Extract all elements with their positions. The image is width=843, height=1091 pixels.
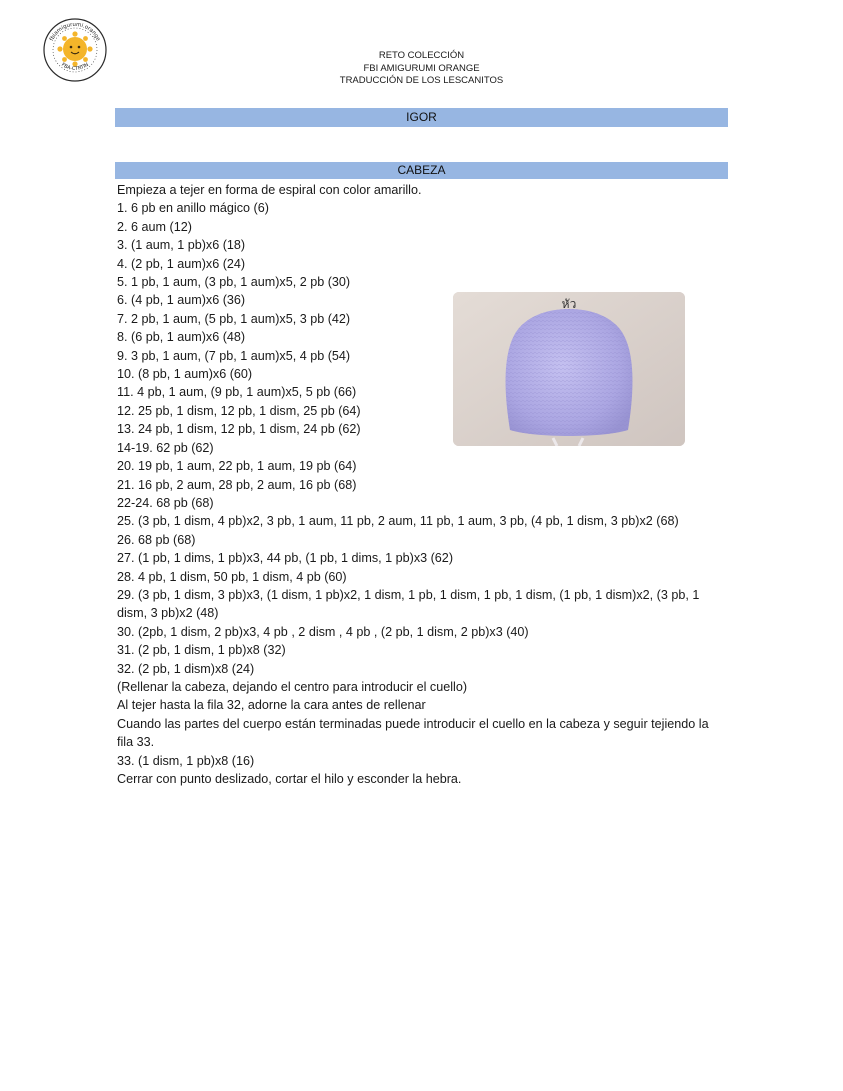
instruction-line: 27. (1 pb, 1 dims, 1 pb)x3, 44 pb, (1 pb, 1 dims, 1 pb)x3 (62): [117, 551, 454, 566]
instruction-line: 8. (6 pb, 1 aum)x6 (48): [117, 330, 246, 345]
section-bar-cabeza: CABEZA: [115, 162, 728, 179]
instruction-line: 9. 3 pb, 1 aum, (7 pb, 1 aum)x5, 4 pb (54): [117, 348, 351, 363]
instruction-line: 11. 4 pb, 1 aum, (9 pb, 1 aum)x5, 5 pb (66): [117, 385, 357, 400]
title-bar: IGOR: [115, 108, 728, 127]
instruction-line: 5. 1 pb, 1 aum, (3 pb, 1 aum)x5, 2 pb (30): [117, 275, 351, 290]
instruction-line: 3. (1 aum, 1 pb)x6 (18): [117, 238, 246, 253]
instruction-line: Cuando las partes del cuerpo están terminadas puede introducir el cuello en la cabeza y seguir tejiendo la fila 33.: [117, 716, 709, 750]
instruction-line: Cerrar con punto deslizado, cortar el hilo y esconder la hebra.: [117, 772, 462, 786]
logo-bottom-text: FBA-CTRTIN: [60, 61, 90, 72]
instruction-line: 4. (2 pb, 1 aum)x6 (24): [117, 256, 246, 271]
instruction-line: 30. (2pb, 1 dism, 2 pb)x3, 4 pb , 2 dism , 4 pb , (2 pb, 1 dism, 2 pb)x3 (40): [117, 624, 529, 639]
instruction-line: 1. 6 pb en anillo mágico (6): [117, 201, 269, 216]
instruction-line: 13. 24 pb, 1 dism, 12 pb, 1 dism, 24 pb (62): [117, 422, 361, 437]
head-photo: [453, 292, 685, 446]
instruction-line: 31. (2 pb, 1 dism, 1 pb)x8 (32): [117, 643, 286, 658]
instruction-line: 7. 2 pb, 1 aum, (5 pb, 1 aum)x5, 3 pb (42): [117, 311, 351, 326]
instruction-line: 14-19. 62 pb (62): [117, 440, 214, 455]
document-header: [0, 50, 843, 88]
instruction-line: 12. 25 pb, 1 dism, 12 pb, 1 dism, 25 pb (64): [117, 403, 361, 418]
instruction-line: 22-24. 68 pb (68): [117, 495, 214, 510]
instruction-line: 28. 4 pb, 1 dism, 50 pb, 1 dism, 4 pb (60): [117, 569, 347, 584]
instruction-line: 29. (3 pb, 1 dism, 3 pb)x3, (1 dism, 1 pb)x2, 1 dism, 1 pb, 1 dism, 1 pb, 1 dism, (1 pb, 1 dism)x2, (3 pb, 1 dism, 3 pb)x2 (48): [117, 587, 700, 621]
instruction-line: (Rellenar la cabeza, dejando el centro para introducir el cuello): [117, 679, 468, 694]
header-line-2: FBI AMIGURUMI ORANGE: [363, 62, 480, 74]
crochet-head-image: [453, 292, 685, 446]
instruction-line: 26. 68 pb (68): [117, 532, 196, 547]
pattern-instructions: [117, 181, 717, 788]
intro-line: Empieza a tejer en forma de espiral con color amarillo.: [117, 183, 422, 197]
instruction-line: 21. 16 pb, 2 aum, 28 pb, 2 aum, 16 pb (68): [117, 477, 357, 492]
instruction-line: 10. (8 pb, 1 aum)x6 (60): [117, 367, 253, 382]
instruction-line: 6. (4 pb, 1 aum)x6 (36): [117, 293, 246, 308]
instruction-line: Al tejer hasta la fila 32, adorne la cara antes de rellenar: [117, 698, 426, 713]
logo-top-text: fbiamigurumi.orange: [49, 21, 101, 43]
instruction-line: 32. (2 pb, 1 dism)x8 (24): [117, 661, 255, 676]
instruction-line: 2. 6 aum (12): [117, 219, 192, 234]
photo-label: หัว: [561, 297, 577, 311]
instruction-line: 33. (1 dism, 1 pb)x8 (16): [117, 753, 255, 768]
instruction-line: 20. 19 pb, 1 aum, 22 pb, 1 aum, 19 pb (64): [117, 459, 357, 474]
instruction-line: 25. (3 pb, 1 dism, 4 pb)x2, 3 pb, 1 aum, 11 pb, 2 aum, 11 pb, 1 aum, 3 pb, (4 pb, 1 dism, 3 pb)x2 (68): [117, 514, 679, 529]
header-line-1: RETO COLECCIÓN: [378, 50, 465, 61]
header-line-3: TRADUCCIÓN DE LOS LESCANITOS: [339, 75, 504, 86]
